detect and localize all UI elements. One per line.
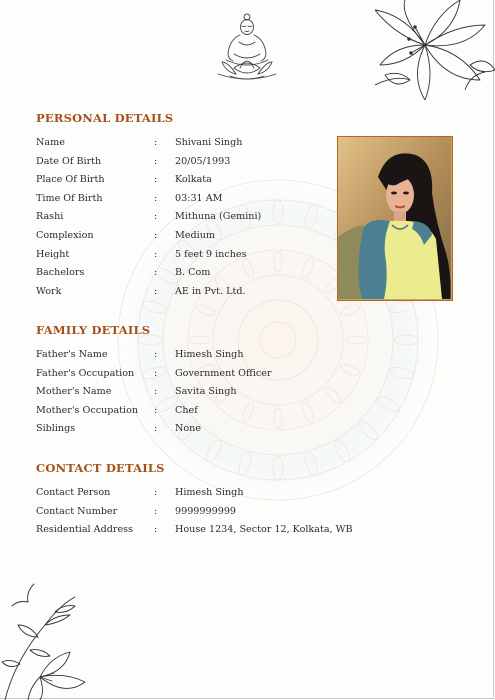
detail-colon: : [154, 137, 158, 148]
detail-label: Work [36, 285, 62, 297]
detail-colon: : [154, 192, 158, 204]
detail-label: Place Of Birth [36, 174, 105, 186]
portrait-illustration [338, 137, 451, 299]
detail-label: Father's Occupation [36, 367, 135, 379]
detail-colon: : [154, 404, 158, 416]
detail-colon: : [154, 174, 158, 186]
detail-colon: : [154, 386, 158, 398]
detail-value: Medium [175, 230, 215, 241]
detail-value: Savita Singh [175, 386, 237, 398]
detail-colon: : [154, 349, 158, 360]
detail-colon: : [154, 524, 158, 536]
section-title-contact: CONTACT DETAILS [36, 461, 165, 475]
detail-label: Rashi [36, 211, 64, 223]
profile-photo [337, 136, 453, 301]
detail-label: Date Of Birth [36, 155, 102, 167]
section-title-personal: PERSONAL DETAILS [36, 111, 174, 125]
detail-value: Government Officer [175, 367, 272, 379]
detail-value: Mithuna (Gemini) [175, 211, 262, 223]
detail-colon: : [154, 211, 158, 223]
detail-value: 20/05/1993 [175, 155, 231, 167]
detail-label: Bachelors [36, 267, 85, 279]
detail-colon: : [154, 505, 158, 517]
detail-colon: : [154, 267, 158, 279]
detail-value: 5 feet 9 inches [175, 248, 247, 260]
detail-value: None [175, 423, 202, 435]
detail-label: Complexion [36, 230, 94, 241]
detail-label: Name [36, 137, 65, 148]
detail-value: House 1234, Sector 12, Kolkata, WB [175, 524, 353, 536]
detail-value: Kolkata [175, 174, 212, 186]
detail-value: B. Com [175, 267, 211, 279]
detail-colon: : [154, 487, 158, 498]
detail-value: Chef [175, 404, 198, 416]
detail-value: 03:31 AM [175, 192, 223, 204]
detail-value: 9999999999 [175, 505, 237, 517]
detail-label: Residential Address [36, 524, 133, 536]
detail-colon: : [154, 285, 158, 297]
detail-colon: : [154, 155, 158, 167]
detail-label: Siblings [36, 423, 76, 435]
detail-label: Time Of Birth [36, 192, 103, 204]
detail-label: Mother's Name [36, 386, 112, 398]
detail-value: AE in Pvt. Ltd. [175, 285, 246, 297]
detail-colon: : [154, 367, 158, 379]
detail-label: Father's Name [36, 349, 108, 360]
buddha-line-art-icon [212, 10, 282, 82]
detail-label: Contact Number [36, 505, 118, 517]
detail-colon: : [154, 230, 158, 241]
detail-colon: : [154, 248, 158, 260]
detail-value: Himesh Singh [175, 349, 244, 360]
detail-label: Mother's Occupation [36, 404, 139, 416]
detail-value: Shivani Singh [175, 137, 243, 148]
lily-flower-bottom-left [0, 582, 90, 700]
detail-value: Himesh Singh [175, 487, 244, 498]
detail-label: Contact Person [36, 487, 111, 498]
detail-colon: : [154, 423, 158, 435]
detail-label: Height [36, 248, 70, 260]
lily-flower-top-right [375, 0, 495, 100]
section-title-family: FAMILY DETAILS [36, 323, 151, 337]
